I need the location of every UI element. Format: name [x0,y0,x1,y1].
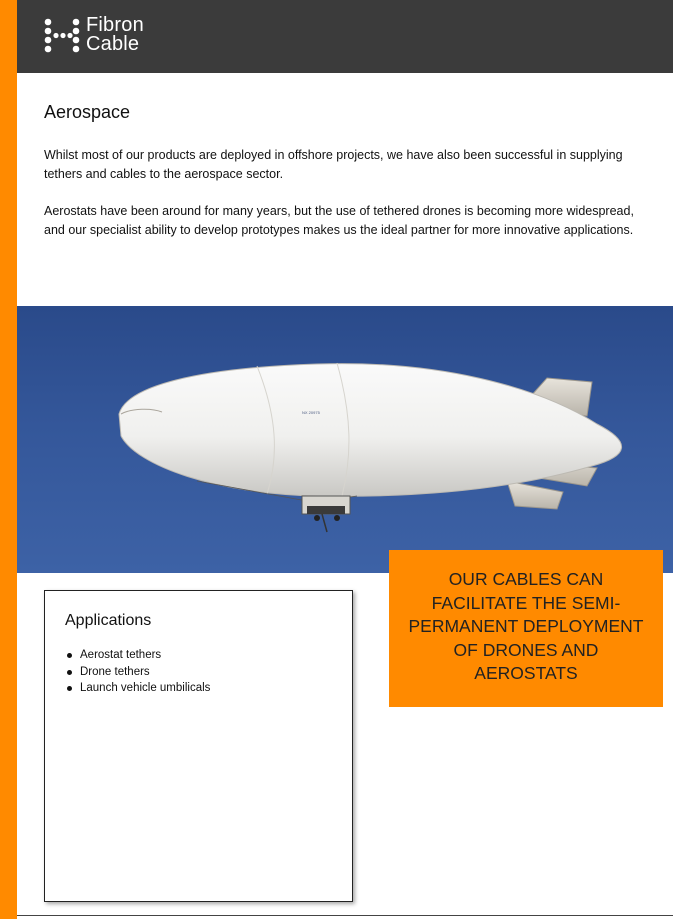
page-title: Aerospace [44,102,131,122]
fibron-logo-icon [44,18,80,54]
left-accent-bar [0,0,17,919]
callout-text: OUR CABLES CAN FACILITATE THE SEMI-PERMANENT DEPLOYMENT OF DRONES AND AEROSTATS [408,569,644,683]
callout-box [389,550,663,707]
brand-line-1: Fibron [86,14,144,36]
hull-marking: NX 20975 [302,410,320,415]
bottom-divider [17,915,673,916]
applications-panel [44,590,353,902]
list-item: Drone tethers [65,664,210,681]
hero-image-aerostat [17,306,673,573]
list-item: Aerostat tethers [65,647,210,664]
list-item: Launch vehicle umbilicals [65,680,210,697]
intro-paragraph-1: Whilst most of our products are deployed in offshore projects, we have also been successful in supplying tethers and cables to the aerospace sector. [44,148,623,181]
intro-text [44,146,644,258]
applications-title: Applications [65,612,152,629]
applications-list [65,647,210,697]
brand-wordmark [86,16,144,54]
aerostat-illustration [17,306,673,573]
brand-logo[interactable] [44,16,164,58]
intro-paragraph-2: Aerostats have been around for many years, but the use of tethered drones is becoming more widespread, and our specialist ability to develop prototypes makes us the ideal partner for more innovative applications. [44,204,634,237]
brand-line-2: Cable [86,33,140,55]
header-bar [17,0,673,73]
